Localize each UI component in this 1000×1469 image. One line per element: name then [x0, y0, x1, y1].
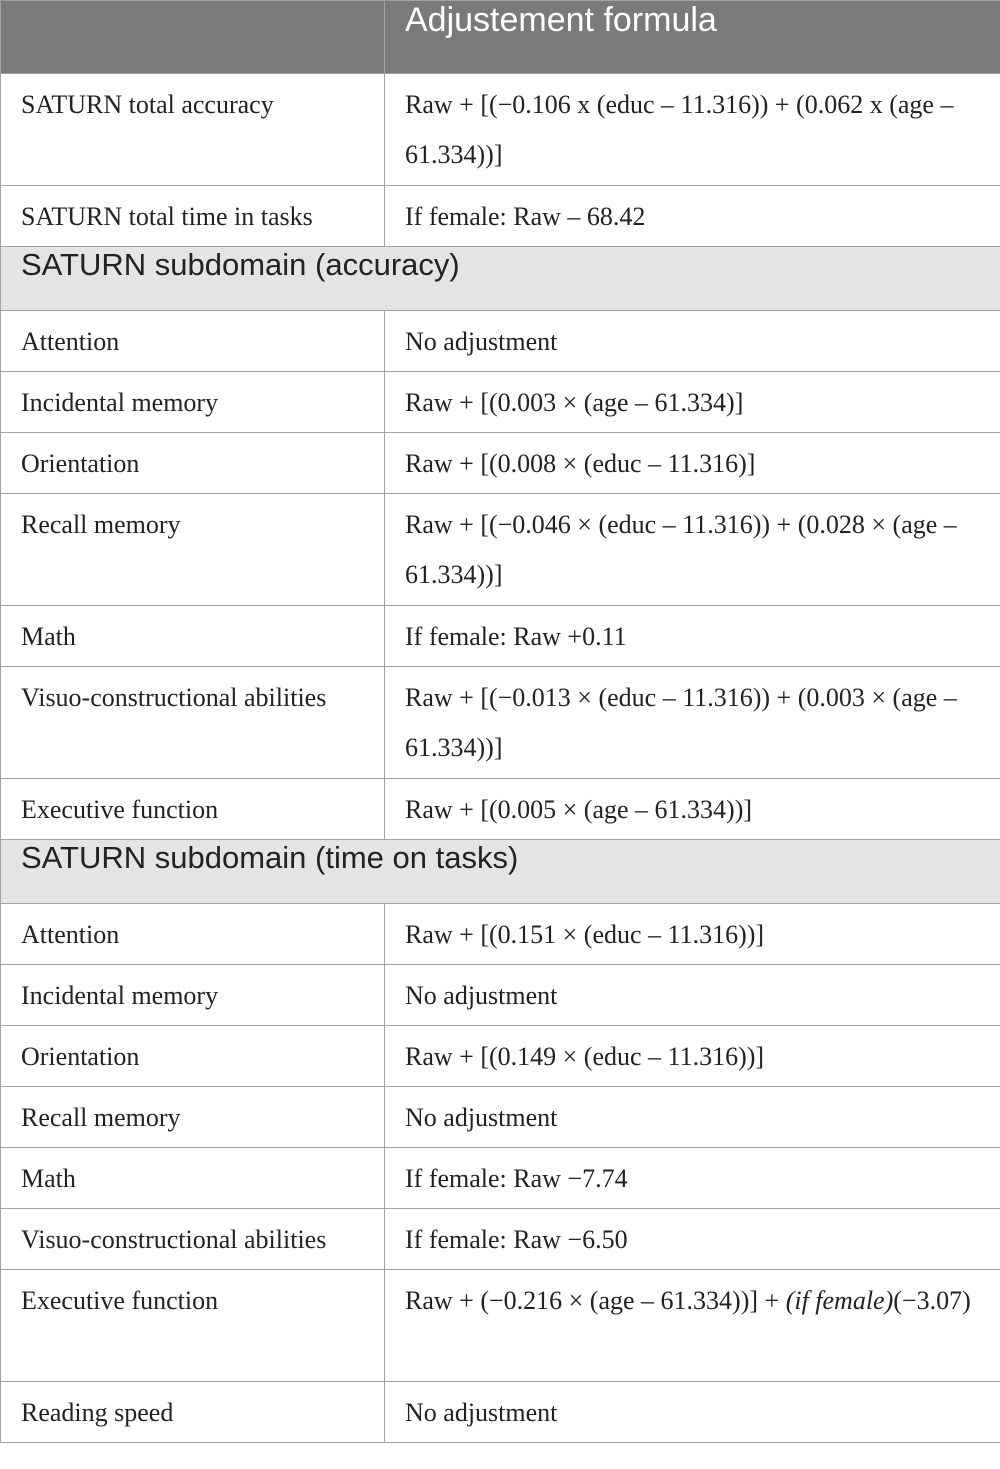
table-row [1, 606, 1000, 667]
row-label: Attention [1, 904, 385, 965]
row-formula: If female: Raw – 68.42 [385, 186, 1000, 247]
row-formula: If female: Raw −6.50 [385, 1209, 1000, 1270]
table-row [1, 667, 1000, 779]
row-formula: Raw + [(0.151 × (educ – 11.316))] [385, 904, 1000, 965]
row-formula: No adjustment [385, 1087, 1000, 1148]
table-row [1, 1270, 1000, 1382]
row-label: Math [1, 1148, 385, 1209]
row-label: Orientation [1, 433, 385, 494]
table-row [1, 372, 1000, 433]
table-row [1, 1209, 1000, 1270]
row-label: Executive function [1, 1270, 385, 1382]
row-formula: If female: Raw +0.11 [385, 606, 1000, 667]
section-header-time-on-tasks [1, 840, 1000, 904]
row-formula: Raw + [(−0.106 x (educ – 11.316)) + (0.062 x (age – 61.334))] [385, 74, 1000, 186]
table-row-total-accuracy [1, 74, 1000, 186]
row-formula: No adjustment [385, 311, 1000, 372]
row-formula: If female: Raw −7.74 [385, 1148, 1000, 1209]
row-label: Math [1, 606, 385, 667]
row-label: Incidental memory [1, 372, 385, 433]
row-formula: No adjustment [385, 1382, 1000, 1443]
table-row [1, 433, 1000, 494]
section-title: SATURN subdomain (time on tasks) [1, 840, 1000, 904]
row-label: Orientation [1, 1026, 385, 1087]
row-label: Visuo-constructional abilities [1, 667, 385, 779]
formula-italic-condition: (if female) [785, 1286, 894, 1315]
table-row [1, 965, 1000, 1026]
row-formula [385, 1270, 1000, 1382]
row-formula: Raw + [(0.008 × (educ – 11.316)] [385, 433, 1000, 494]
table-row [1, 494, 1000, 606]
table-row-total-time [1, 186, 1000, 247]
row-label: Executive function [1, 779, 385, 840]
formula-text-tail: (−3.07) [893, 1286, 971, 1315]
table-header-row [1, 1, 1000, 74]
row-formula: Raw + [(0.149 × (educ – 11.316))] [385, 1026, 1000, 1087]
section-title: SATURN subdomain (accuracy) [1, 247, 1000, 311]
header-label-cell [1, 1, 385, 74]
row-formula: Raw + [(0.005 × (age – 61.334))] [385, 779, 1000, 840]
table-row [1, 779, 1000, 840]
row-label: Recall memory [1, 494, 385, 606]
table-row [1, 1087, 1000, 1148]
row-formula: Raw + [(−0.013 × (educ – 11.316)) + (0.003 × (age – 61.334))] [385, 667, 1000, 779]
table-row [1, 904, 1000, 965]
formula-text: Raw + (−0.216 × (age – 61.334))] + [405, 1286, 786, 1315]
table-row [1, 1382, 1000, 1443]
row-label: SATURN total accuracy [1, 74, 385, 186]
row-formula: No adjustment [385, 965, 1000, 1026]
table-row [1, 1148, 1000, 1209]
row-label: Incidental memory [1, 965, 385, 1026]
row-label: SATURN total time in tasks [1, 186, 385, 247]
table-row [1, 311, 1000, 372]
section-header-accuracy [1, 247, 1000, 311]
header-formula-cell: Adjustement formula [385, 1, 1000, 74]
table-row [1, 1026, 1000, 1087]
row-label: Attention [1, 311, 385, 372]
row-label: Visuo-constructional abilities [1, 1209, 385, 1270]
row-label: Reading speed [1, 1382, 385, 1443]
row-label: Recall memory [1, 1087, 385, 1148]
row-formula: Raw + [(−0.046 × (educ – 11.316)) + (0.028 × (age – 61.334))] [385, 494, 1000, 606]
row-formula: Raw + [(0.003 × (age – 61.334)] [385, 372, 1000, 433]
